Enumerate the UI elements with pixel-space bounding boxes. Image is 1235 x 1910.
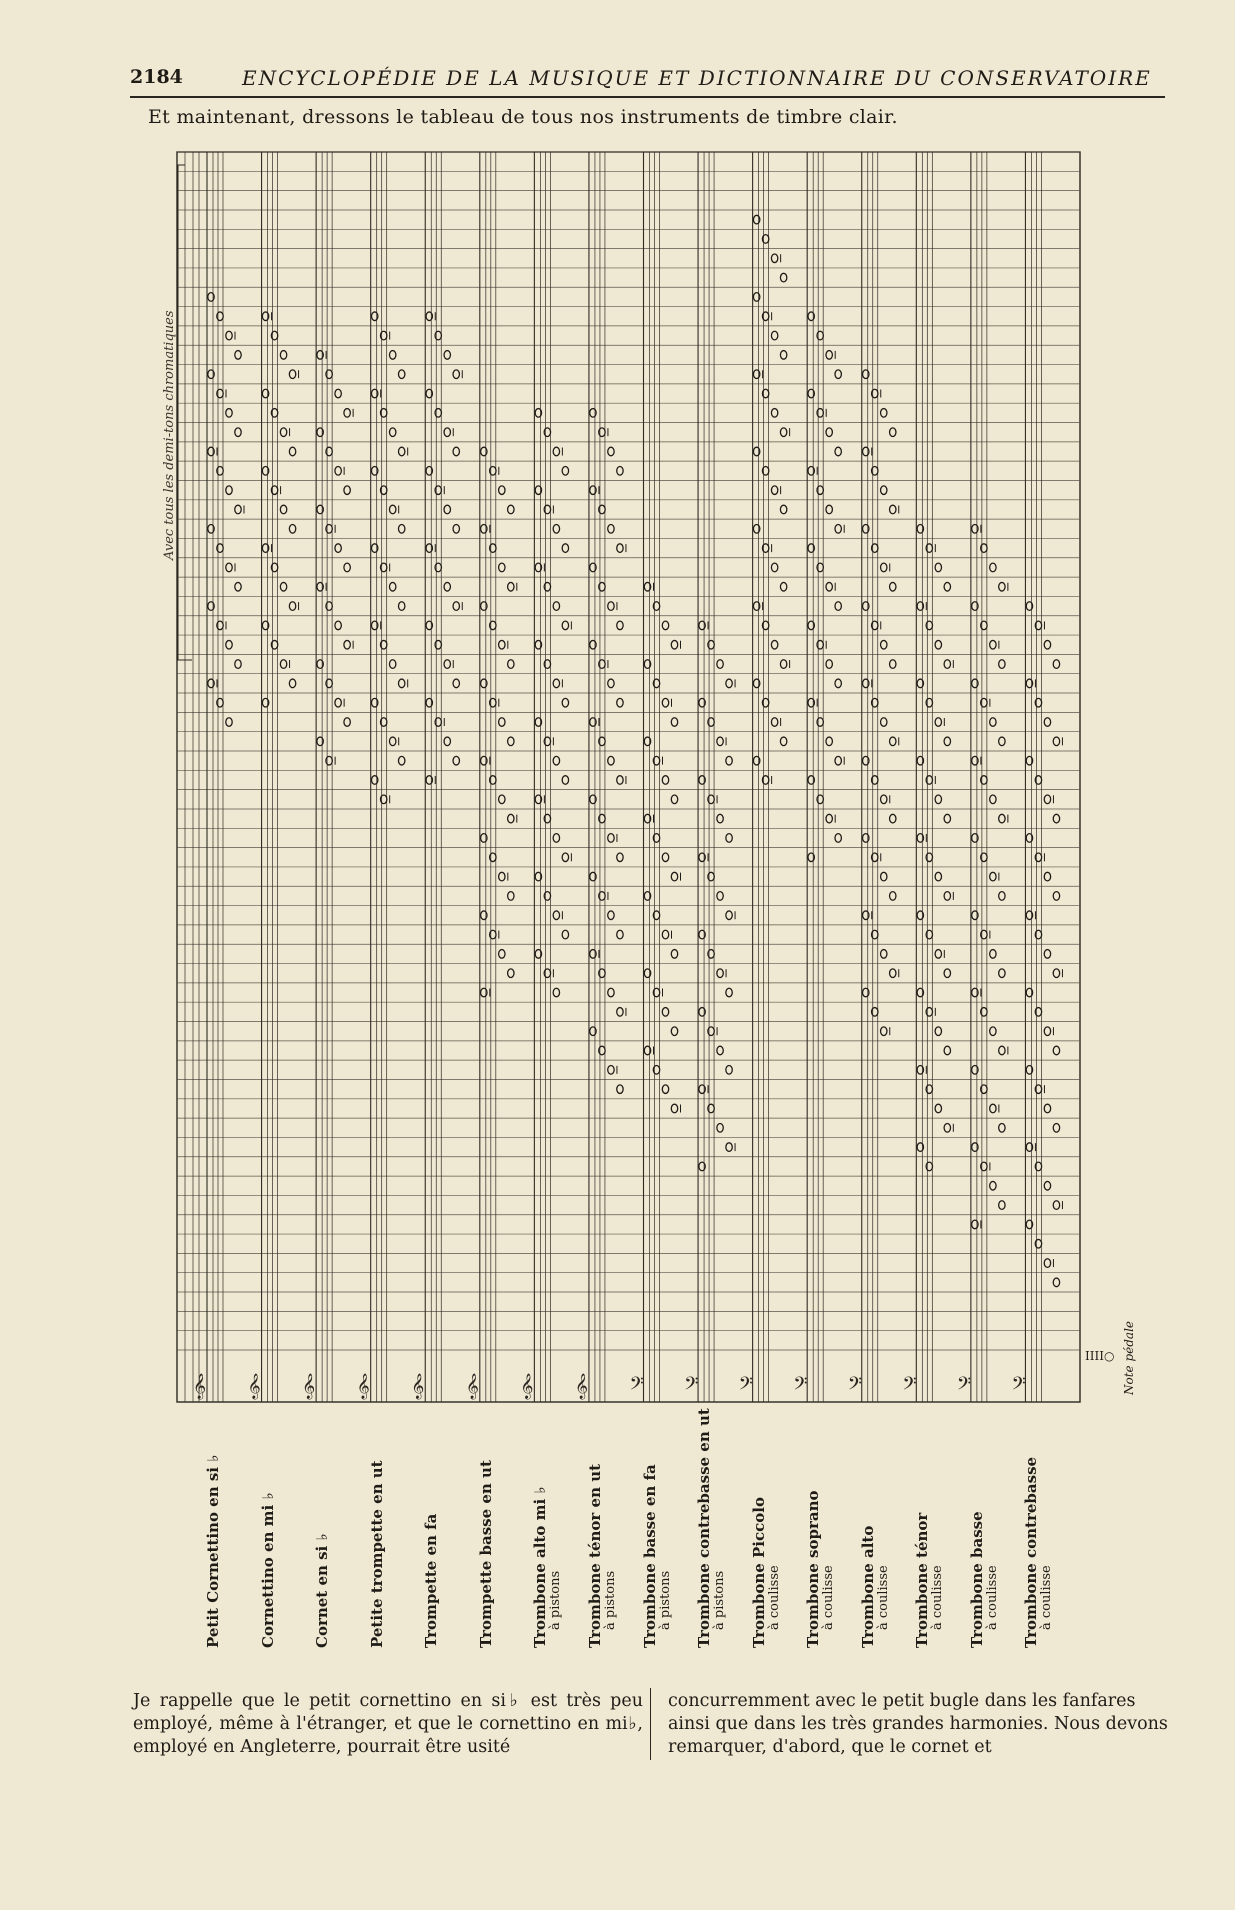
note-head <box>1053 737 1059 746</box>
note-head <box>344 563 350 572</box>
note-head <box>608 524 614 533</box>
note-head <box>289 447 295 456</box>
note-head <box>990 1181 996 1190</box>
instrument-name: Trompette en fa <box>422 1513 441 1648</box>
note-head <box>835 834 841 843</box>
note-head <box>999 1046 1005 1055</box>
note-head <box>280 428 286 437</box>
note-head <box>608 834 614 843</box>
note-head <box>562 467 568 476</box>
note-head <box>1044 872 1050 881</box>
note-head <box>235 351 241 360</box>
note-head <box>1044 950 1050 959</box>
note-head <box>289 370 295 379</box>
body-text-right: concurremment avec le petit bugle dans les fanfares ainsi que dans les très grandes harmonies. Nous devons remarquer, d'abord, que le cornet et <box>668 1691 1168 1757</box>
instrument-label <box>314 1438 350 1648</box>
note-head <box>398 447 404 456</box>
instrument-sub: à pistons <box>602 1570 618 1630</box>
instrument-sub: à coulisse <box>875 1565 891 1630</box>
note-head <box>780 428 786 437</box>
note-head <box>935 872 941 881</box>
running-title: ENCYCLOPÉDIE DE LA MUSIQUE ET DICTIONNAIRE DU CONSERVATOIRE <box>242 66 1152 90</box>
note-head <box>226 718 232 727</box>
column-rule <box>650 1688 651 1760</box>
note-head <box>289 679 295 688</box>
instrument-label <box>751 1438 787 1648</box>
note-head <box>726 911 732 920</box>
note-head <box>890 582 896 591</box>
note-head <box>499 950 505 959</box>
note-head <box>999 1201 1005 1210</box>
note-head <box>826 814 832 823</box>
note-head <box>389 505 395 514</box>
note-head <box>881 950 887 959</box>
note-head <box>453 447 459 456</box>
note-head <box>553 988 559 997</box>
note-head <box>835 756 841 765</box>
note-head <box>453 756 459 765</box>
note-head <box>617 1008 623 1017</box>
note-head <box>717 1046 723 1055</box>
note-head <box>289 524 295 533</box>
note-head <box>826 582 832 591</box>
instrument-label <box>695 1408 732 1648</box>
note-head <box>508 892 514 901</box>
note-head <box>335 621 341 630</box>
note-head <box>335 698 341 707</box>
clef-glyph: 𝄞 <box>356 1374 370 1399</box>
note-head <box>444 582 450 591</box>
clef-glyph: 𝄞 <box>411 1374 425 1399</box>
note-head <box>508 814 514 823</box>
instrument-sub: à coulisse <box>821 1565 837 1630</box>
note-head <box>662 698 668 707</box>
note-head <box>398 370 404 379</box>
note-head <box>1053 1123 1059 1132</box>
note-head <box>771 409 777 418</box>
note-head <box>1044 1259 1050 1268</box>
note-head <box>508 737 514 746</box>
note-head <box>935 640 941 649</box>
note-head <box>280 660 286 669</box>
note-head <box>999 892 1005 901</box>
note-head <box>508 505 514 514</box>
note-head <box>1053 1201 1059 1210</box>
note-head <box>990 563 996 572</box>
note-head <box>881 486 887 495</box>
note-head <box>944 1123 950 1132</box>
note-head <box>990 640 996 649</box>
note-head <box>617 467 623 476</box>
instrument-name: Trompette basse en ut <box>476 1460 495 1648</box>
note-head <box>717 737 723 746</box>
note-head <box>389 351 395 360</box>
note-head <box>453 602 459 611</box>
instrument-name: Petite trompette en ut <box>367 1460 386 1648</box>
instrument-label <box>478 1438 514 1648</box>
instrument-label <box>532 1438 568 1648</box>
note-head <box>508 660 514 669</box>
instrument-sub: à pistons <box>548 1570 564 1630</box>
note-head <box>935 950 941 959</box>
note-head <box>1044 1181 1050 1190</box>
instrument-name: Trombone soprano <box>804 1490 823 1648</box>
note-head <box>499 795 505 804</box>
note-head <box>344 409 350 418</box>
note-head <box>990 1027 996 1036</box>
note-head <box>562 698 568 707</box>
note-head <box>553 447 559 456</box>
note-head <box>508 969 514 978</box>
instrument-label <box>369 1438 405 1648</box>
note-head <box>726 1066 732 1075</box>
note-head <box>553 602 559 611</box>
note-head <box>608 756 614 765</box>
note-head <box>671 872 677 881</box>
note-head <box>562 853 568 862</box>
note-head <box>890 428 896 437</box>
note-head <box>226 563 232 572</box>
note-head <box>280 351 286 360</box>
note-head <box>453 524 459 533</box>
note-head <box>444 660 450 669</box>
clef-glyph: 𝄞 <box>193 1374 207 1399</box>
note-head <box>617 621 623 630</box>
note-head <box>717 814 723 823</box>
note-head <box>881 795 887 804</box>
note-head <box>226 331 232 340</box>
instrument-sub: à coulisse <box>984 1565 1000 1630</box>
instrument-label <box>423 1438 459 1648</box>
note-head <box>999 969 1005 978</box>
note-head <box>553 679 559 688</box>
note-head <box>280 505 286 514</box>
note-head <box>608 679 614 688</box>
instrument-label <box>1023 1438 1059 1648</box>
note-head <box>617 853 623 862</box>
note-head <box>935 795 941 804</box>
note-head <box>999 582 1005 591</box>
note-head <box>935 563 941 572</box>
note-head <box>499 872 505 881</box>
note-head <box>726 679 732 688</box>
note-head <box>671 950 677 959</box>
instrument-label <box>587 1438 623 1648</box>
instrument-name: Petit Cornettino en si ♭ <box>204 1454 222 1648</box>
note-head <box>444 351 450 360</box>
note-head <box>608 1066 614 1075</box>
note-head <box>935 1027 941 1036</box>
clef-glyph: 𝄢 <box>738 1374 753 1399</box>
instrument-label <box>805 1438 841 1648</box>
note-head <box>717 1123 723 1132</box>
note-head <box>398 679 404 688</box>
note-head <box>562 544 568 553</box>
note-head <box>780 273 786 282</box>
note-head <box>444 737 450 746</box>
note-head <box>990 872 996 881</box>
note-head <box>771 718 777 727</box>
note-head <box>226 486 232 495</box>
clef-glyph: 𝄢 <box>684 1374 699 1399</box>
note-head <box>1044 640 1050 649</box>
note-head <box>780 737 786 746</box>
note-head <box>671 640 677 649</box>
note-head <box>826 351 832 360</box>
note-head <box>562 621 568 630</box>
note-head <box>944 814 950 823</box>
instrument-name: Trombone ténor <box>913 1512 932 1648</box>
note-head <box>671 795 677 804</box>
note-head <box>890 505 896 514</box>
note-head <box>562 930 568 939</box>
note-head <box>453 679 459 688</box>
note-head <box>835 524 841 533</box>
instrument-sub: à pistons <box>657 1570 673 1630</box>
clef-glyph: 𝄢 <box>902 1374 917 1399</box>
note-head <box>1053 892 1059 901</box>
note-head <box>771 331 777 340</box>
note-head <box>444 505 450 514</box>
note-head <box>662 776 668 785</box>
note-head <box>1053 969 1059 978</box>
clef-glyph: 𝄞 <box>465 1374 479 1399</box>
instrument-sub: à pistons <box>712 1570 728 1630</box>
note-head <box>890 814 896 823</box>
clef-glyph: 𝄢 <box>1011 1374 1026 1399</box>
instrument-label <box>260 1438 296 1648</box>
note-head <box>662 853 668 862</box>
note-head <box>726 988 732 997</box>
instrument-name: Trombone alto mi ♭ <box>531 1486 550 1648</box>
instrument-name: Cornet en si ♭ <box>313 1533 332 1648</box>
note-head <box>389 428 395 437</box>
instrument-sub: à coulisse <box>766 1565 782 1630</box>
clef-glyph: 𝄞 <box>302 1374 316 1399</box>
note-head <box>717 892 723 901</box>
instrument-name: Trombone Piccolo <box>749 1497 768 1648</box>
note-head <box>617 930 623 939</box>
note-head <box>890 969 896 978</box>
note-head <box>826 737 832 746</box>
note-head <box>608 988 614 997</box>
note-head <box>826 428 832 437</box>
note-head <box>771 486 777 495</box>
note-head <box>553 756 559 765</box>
instrument-name: Trombone basse en fa <box>640 1464 659 1648</box>
instrument-name: Trombone contrebasse <box>1022 1456 1041 1648</box>
note-head <box>617 776 623 785</box>
note-head <box>881 1027 887 1036</box>
note-head <box>453 370 459 379</box>
note-head <box>944 1046 950 1055</box>
note-head <box>1053 1278 1059 1287</box>
instrument-label <box>642 1438 678 1648</box>
note-head <box>499 563 505 572</box>
note-head <box>826 660 832 669</box>
note-head <box>944 660 950 669</box>
note-head <box>771 254 777 263</box>
note-head <box>935 718 941 727</box>
note-head <box>826 505 832 514</box>
note-head <box>398 602 404 611</box>
note-head <box>499 718 505 727</box>
instrument-label <box>914 1438 950 1648</box>
pedal-note-mark: IIII○ <box>1085 1349 1115 1363</box>
note-head <box>1044 1027 1050 1036</box>
note-head <box>235 505 241 514</box>
note-head <box>671 718 677 727</box>
note-head <box>771 563 777 572</box>
note-head <box>944 582 950 591</box>
instrument-name: Trombone alto <box>858 1525 877 1648</box>
note-head <box>662 930 668 939</box>
page-number: 2184 <box>130 66 183 88</box>
note-head <box>553 911 559 920</box>
note-head <box>553 524 559 533</box>
note-head <box>389 660 395 669</box>
note-head <box>835 370 841 379</box>
note-head <box>771 640 777 649</box>
note-head <box>235 660 241 669</box>
note-head <box>1053 1046 1059 1055</box>
note-head <box>289 602 295 611</box>
note-head <box>389 582 395 591</box>
note-head <box>717 660 723 669</box>
intro-sentence: Et maintenant, dressons le tableau de tous nos instruments de timbre clair. <box>148 106 898 128</box>
note-head <box>944 737 950 746</box>
instrument-sub: à coulisse <box>930 1565 946 1630</box>
note-head <box>999 814 1005 823</box>
instrument-name: Trombone basse <box>967 1511 986 1648</box>
note-head <box>444 428 450 437</box>
note-head <box>990 795 996 804</box>
note-head <box>335 389 341 398</box>
clef-glyph: 𝄢 <box>793 1374 808 1399</box>
note-head <box>671 1027 677 1036</box>
instrument-label <box>969 1438 1005 1648</box>
note-pedale-label: Note pédale <box>1122 1320 1136 1395</box>
note-head <box>344 486 350 495</box>
note-head <box>662 1008 668 1017</box>
note-head <box>389 737 395 746</box>
note-head <box>662 621 668 630</box>
note-head <box>335 544 341 553</box>
note-head <box>671 1104 677 1113</box>
note-head <box>1053 814 1059 823</box>
note-head <box>990 1104 996 1113</box>
clef-glyph: 𝄞 <box>520 1374 534 1399</box>
note-head <box>726 834 732 843</box>
chromatic-note: Avec tous les demi-tons chromatiques <box>162 310 177 560</box>
note-head <box>662 1085 668 1094</box>
note-head <box>553 834 559 843</box>
note-head <box>780 351 786 360</box>
note-head <box>344 640 350 649</box>
note-head <box>990 950 996 959</box>
note-head <box>335 467 341 476</box>
note-head <box>717 969 723 978</box>
note-head <box>944 892 950 901</box>
note-head <box>617 544 623 553</box>
note-head <box>398 524 404 533</box>
body-text-left: Je rappelle que le petit cornettino en si♭ est très peu employé, même à l'étranger, et que le cornettino en mi♭, employé en Angleterre, pourrait être usité <box>133 1691 643 1757</box>
note-head <box>890 737 896 746</box>
note-head <box>780 505 786 514</box>
note-head <box>562 776 568 785</box>
note-head <box>344 718 350 727</box>
instrument-label <box>205 1438 241 1648</box>
note-head <box>499 486 505 495</box>
note-head <box>726 756 732 765</box>
note-head <box>617 698 623 707</box>
instrument-name: Trombone ténor en ut <box>585 1463 604 1648</box>
note-head <box>1044 718 1050 727</box>
instrument-sub: à coulisse <box>1039 1565 1055 1630</box>
note-head <box>990 718 996 727</box>
clef-glyph: 𝄢 <box>847 1374 862 1399</box>
note-head <box>235 582 241 591</box>
note-head <box>1044 795 1050 804</box>
note-head <box>499 640 505 649</box>
note-head <box>881 640 887 649</box>
note-head <box>617 1085 623 1094</box>
note-head <box>398 756 404 765</box>
note-head <box>226 640 232 649</box>
note-head <box>608 447 614 456</box>
note-head <box>280 582 286 591</box>
instrument-label <box>860 1438 896 1648</box>
note-head <box>780 582 786 591</box>
note-head <box>935 1104 941 1113</box>
note-head <box>999 1123 1005 1132</box>
clef-glyph: 𝄞 <box>574 1374 588 1399</box>
note-head <box>881 563 887 572</box>
note-head <box>608 602 614 611</box>
note-head <box>780 660 786 669</box>
note-head <box>999 660 1005 669</box>
note-head <box>1044 1104 1050 1113</box>
note-head <box>726 1143 732 1152</box>
clef-glyph: 𝄞 <box>247 1374 261 1399</box>
note-head <box>890 892 896 901</box>
note-head <box>944 969 950 978</box>
note-head <box>508 582 514 591</box>
note-head <box>881 409 887 418</box>
note-head <box>235 428 241 437</box>
instrument-name: Cornettino en mi ♭ <box>258 1492 277 1648</box>
note-head <box>226 409 232 418</box>
note-head <box>835 447 841 456</box>
note-head <box>835 602 841 611</box>
clef-glyph: 𝄢 <box>956 1374 972 1399</box>
instrument-name: Trombone contrebasse en ut <box>695 1408 714 1648</box>
note-head <box>608 911 614 920</box>
note-head <box>890 660 896 669</box>
clef-glyph: 𝄢 <box>629 1374 644 1399</box>
note-head <box>999 737 1005 746</box>
note-head <box>881 718 887 727</box>
note-head <box>881 872 887 881</box>
note-head <box>1053 660 1059 669</box>
note-head <box>835 679 841 688</box>
